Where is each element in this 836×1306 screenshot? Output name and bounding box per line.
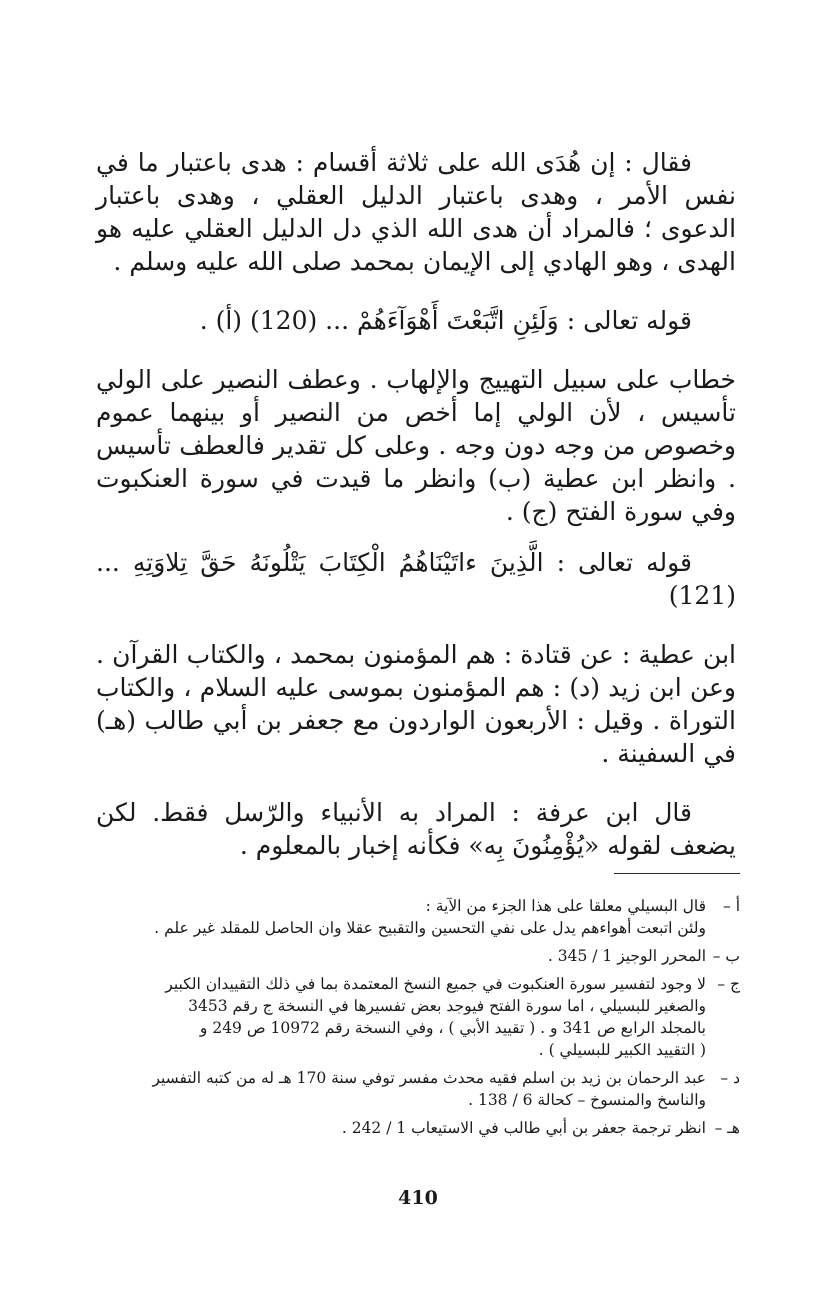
footnotes xyxy=(96,895,740,1145)
footnote-line: والناسخ والمنسوخ – كحالة 6 / 138 . xyxy=(468,1091,706,1109)
footnote-line: والصغير للبسيلي ، اما سورة الفتح فيوجد بعض تفسيرها في النسخة ج رقم 3453 xyxy=(188,997,706,1015)
text-line: الأمر ، وهدى باعتبار الدليل العقلي ، وهدى باعتبار الدعوى ؛ فالمراد xyxy=(96,181,737,243)
text-line: أن هدى الله الذي دل الدليل العقلي عليه هو الهدى ، وهو الهادي إلى xyxy=(96,214,736,276)
paragraph-2 xyxy=(96,363,736,528)
footnote-divider xyxy=(614,873,740,874)
footnote-mark: د – xyxy=(720,1069,740,1087)
verse-121 xyxy=(96,546,736,612)
text-line: قال ابن عرفة : المراد به الأنبياء والرّسل فقط. لكن يضعف xyxy=(96,798,736,860)
verse-line: تِلاوَتِهِ ... (121) xyxy=(96,548,736,610)
text-line: وعن ابن زيد (د) : هم المؤمنون بموسى عليه السلام ، والكتاب التوراة . xyxy=(96,673,736,735)
footnote-line: ( التقييد الكبير للبسيلي ) . xyxy=(538,1041,706,1059)
text-line: تأسيس ، لأن الولي إما أخص من النصير أو بينهما عموم وخصوص من xyxy=(96,398,737,460)
footnote-e xyxy=(96,1117,740,1139)
footnote-text xyxy=(96,973,706,1061)
footnote-text xyxy=(96,1117,706,1139)
footnote-text xyxy=(96,1067,706,1111)
footnote-b xyxy=(96,945,740,967)
footnote-line: لا وجود لتفسير سورة العنكبوت في جميع النسخ المعتمدة بما في ذلك التقييدان الكبير xyxy=(165,975,706,993)
footnote-c xyxy=(96,973,740,1061)
verse-120 xyxy=(96,304,736,337)
paragraph-3 xyxy=(96,638,736,770)
footnote-d xyxy=(96,1067,740,1111)
text-line: فقال : إن هُدَى الله على ثلاثة أقسام : هدى باعتبار ما في نفس xyxy=(96,148,736,210)
footnote-a xyxy=(96,895,740,939)
paragraph-1 xyxy=(96,146,736,278)
main-text xyxy=(96,146,736,862)
footnote-mark: أ – xyxy=(723,897,740,915)
paragraph-4 xyxy=(96,796,736,862)
footnote-text xyxy=(96,945,706,967)
text-line: وقيل : الأربعون الواردون مع جعفر بن أبي طالب (هـ) في السفينة . xyxy=(96,706,736,768)
footnote-line: قال البسيلي معلقا على هذا الجزء من الآية : xyxy=(425,897,706,915)
footnote-mark: ج – xyxy=(717,975,740,993)
text-line: وجه دون وجه . وعلى كل تقدير فالعطف تأسيس . وانظر ابن عطية (ب) xyxy=(96,431,736,493)
footnote-line: المحرر الوجيز 1 / 345 . xyxy=(547,947,706,965)
footnote-mark: ب – xyxy=(712,947,740,965)
text-line: الإيمان بمحمد صلى الله عليه وسلم . xyxy=(113,247,492,276)
footnote-line: ولئن اتبعت أهواءهم يدل على نفي التحسين والتقبيح عقلا وان الحاصل للمقلد غير علم . xyxy=(154,919,706,937)
footnote-mark: هـ – xyxy=(714,1119,740,1137)
footnote-text xyxy=(96,895,706,939)
text-line: وانظر ما قيدت في سورة العنكبوت وفي سورة الفتح (ج) . xyxy=(96,464,736,526)
verse-line: قوله تعالى : الَّذِينَ ءاتَيْنَاهُمُ الْكِتَابَ يَتْلُونَهُ حَقَّ xyxy=(200,548,693,577)
footnote-line: بالمجلد الرابع ص 341 و . ( تقييد الأبي ) ، وفي النسخة رقم 10972 ص 249 و xyxy=(199,1019,706,1037)
verse-line: قوله تعالى : وَلَئِنِ اتَّبَعْتَ أَهْوَآءَهُمْ ... (120) (أ) . xyxy=(199,306,692,335)
page-number: 410 xyxy=(398,1187,438,1209)
text-line: خطاب على سبيل التهييج والإلهاب . وعطف النصير على الولي xyxy=(96,365,736,394)
footnote-line: عبد الرحمان بن زيد بن اسلم فقيه محدث مفسر توفي سنة 170 هـ له من كتبه التفسير xyxy=(152,1069,706,1087)
text-line: لقوله «يُؤْمِنُونَ بِه» فكأنه إخبار بالمعلوم . xyxy=(239,831,662,860)
text-line: ابن عطية : عن قتادة : هم المؤمنون بمحمد ، والكتاب القرآن . xyxy=(96,640,736,669)
footnote-line: انظر ترجمة جعفر بن أبي طالب في الاستيعاب 1 / 242 . xyxy=(341,1119,706,1137)
